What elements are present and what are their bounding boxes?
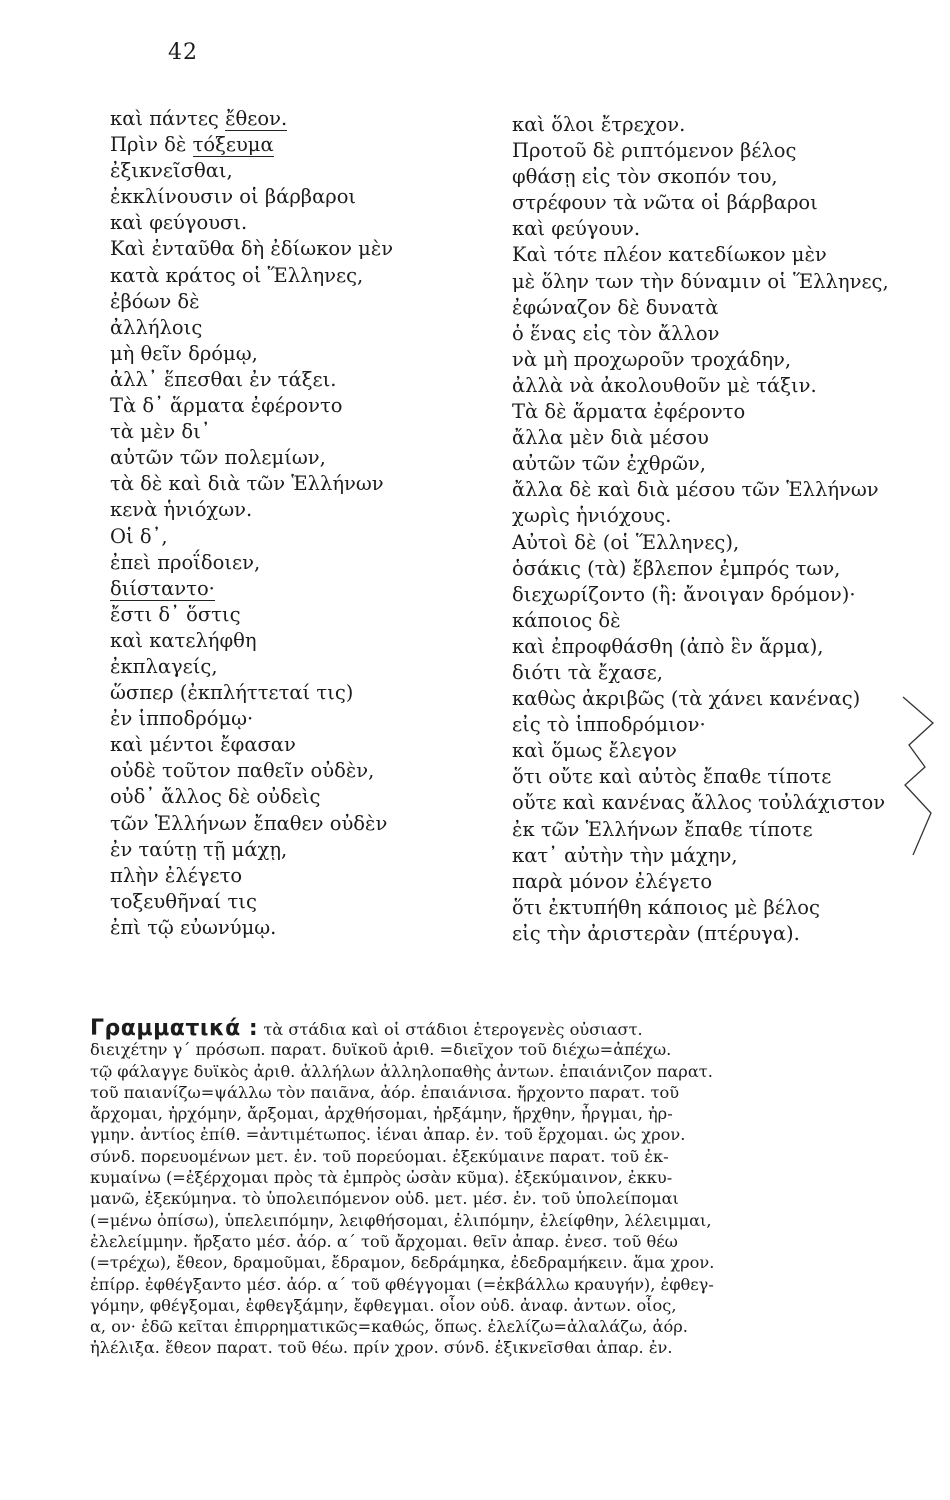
grammar-line: (=μένω ὀπίσω), ὑπελειπόμην, λειφθήσομαι, ἐλιπόμην, ἐλείφθην, λέλειμμαι, (90, 1210, 712, 1230)
right-column-line: καθὼς ἀκριβῶς (τὰ χάνει κανένας) (512, 687, 861, 711)
left-column-line: ἀλλήλοις (110, 315, 203, 339)
right-column-line: ἄλλα μὲν διὰ μέσου (512, 426, 709, 450)
grammar-text: τὰ στάδια καὶ οἱ στάδιοι ἑτερογενὲς οὐσιαστ. (263, 1020, 643, 1039)
right-column-line: Προτοῦ δὲ ριπτόμενον βέλος (512, 139, 797, 163)
grammar-line: τῷ φάλαγγε δυϊκὸς ἀριθ. ἀλλήλων ἀλληλοπαθὴς ἀντων. ἐπαιάνιζον παρατ. (90, 1061, 713, 1081)
page-number: 42 (168, 40, 198, 65)
left-column-line: τῶν Ἑλλήνων ἔπαθεν οὐδὲν (110, 811, 388, 835)
grammar-line: γόμην, φθέγξομαι, ἐφθεγξάμην, ἔφθεγμαι. οἷον οὐδ. ἀναφ. ἀντων. οἷος, (90, 1295, 677, 1315)
left-column-line: καὶ κατελήφθη (110, 628, 257, 652)
left-column-line: Τὰ δ᾽ ἅρματα ἐφέροντο (110, 394, 343, 418)
right-column-line: καὶ ἐπροφθάσθη (ἀπὸ ἓν ἅρμα), (512, 634, 824, 658)
right-column-line: ἄλλα δὲ καὶ διὰ μέσου τῶν Ἑλλήνων (512, 478, 879, 502)
right-column-line: εἰς τὴν ἀριστερὰν (πτέρυγα). (512, 921, 800, 945)
left-column-line: οὐδ᾽ ἄλλος δὲ οὐδεὶς (110, 785, 321, 809)
left-column-line: ἐπὶ τῷ εὐωνύμῳ. (110, 915, 277, 939)
right-column-line: καὶ ὅλοι ἔτρεχον. (512, 113, 686, 136)
right-column-line: Αὐτοὶ δὲ (οἱ Ἕλληνες), (512, 530, 740, 554)
right-column-line: Καὶ τότε πλέον κατεδίωκον μὲν (512, 243, 827, 267)
grammar-heading: Γραμματικά : (90, 1016, 259, 1041)
grammar-line-first (90, 1018, 915, 1039)
left-column-text (110, 106, 490, 941)
left-column-line: καὶ μέντοι ἔφασαν (110, 733, 296, 757)
left-column-line: ὥσπερ (ἐκπλήττεταί τις) (110, 681, 354, 705)
right-column-line: ἐκ τῶν Ἑλλήνων ἔπαθε τίποτε (512, 817, 813, 841)
right-column-line: ἐφώναζον δὲ δυνατὰ (512, 295, 719, 319)
left-column-line: οὐδὲ τοῦτον παθεῖν οὐδὲν, (110, 759, 375, 783)
left-column-line: ἐξικνεῖσθαι, (110, 159, 233, 183)
right-column-line: καὶ ὅμως ἔλεγον (512, 739, 677, 763)
grammar-line: ἠλέλιξα. ἔθεον παρατ. τοῦ θέω. πρίν χρον. σύνδ. ἐξικνεῖσθαι ἀπαρ. ἐν. (90, 1338, 673, 1358)
left-column-line: Πρὶν δὲ τόξευμα (110, 133, 274, 157)
left-column-line: καὶ φεύγουσι. (110, 211, 248, 235)
grammar-notes (90, 1018, 915, 1359)
right-column-line: στρέφουν τὰ νῶτα οἱ βάρβαροι (512, 191, 818, 215)
right-column-line: ὅτι ἐκτυπήθη κάποιος μὲ βέλος (512, 895, 820, 919)
right-column-line: μὲ ὅλην των τὴν δύναμιν οἱ Ἕλληνες, (512, 269, 889, 293)
left-column-line: τὰ μὲν δι᾽ (110, 420, 211, 444)
right-column-line: φθάσῃ εἰς τὸν σκοπόν του, (512, 165, 778, 189)
right-column-line: χωρὶς ἡνιόχους. (512, 504, 672, 528)
grammar-line: διειχέτην γ΄ πρόσωπ. παρατ. δυϊκοῦ ἀριθ. =διεῖχον τοῦ διέχω=ἀπέχω. (90, 1040, 672, 1060)
right-column-line: καὶ φεύγουν. (512, 217, 641, 241)
left-column-line: διίσταντο· (110, 576, 215, 600)
grammar-line: (=τρέχω), ἔθεον, δραμοῦμαι, ἔδραμον, δεδράμηκα, ἐδεδραμήκειν. ἅμα χρον. (90, 1253, 715, 1273)
right-column-line: εἰς τὸ ἱπποδρόμιον· (512, 713, 706, 737)
left-column-line: ἔστι δ᾽ ὅστις (110, 602, 241, 626)
grammar-line: μανῶ, ἐξεκύμηνα. τὸ ὑπολειπόμενον οὐδ. μετ. μέσ. ἐν. τοῦ ὑπολείπομαι (90, 1189, 679, 1209)
left-column-line: τοξευθῆναί τις (110, 889, 257, 913)
left-column-line: καὶ πάντες ἔθεον. (110, 107, 288, 130)
right-column-line: ὁσάκις (τὰ) ἔβλεπον ἐμπρός των, (512, 556, 841, 580)
right-column-line: διεχωρίζοντο (ἢ: ἄνοιγαν δρόμον)· (512, 582, 856, 606)
left-column-line: ἐκπλαγείς, (110, 654, 218, 678)
grammar-line: κυμαίνω (=ἐξέρχομαι πρὸς τὰ ἐμπρὸς ὡσὰν κῦμα). ἐξεκύμαινον, ἐκκυ- (90, 1168, 673, 1188)
left-column-line: Καὶ ἐνταῦθα δὴ ἐδίωκον μὲν (110, 237, 394, 261)
grammar-line: σύνδ. πορευομένων μετ. ἐν. τοῦ πορεύομαι. ἐξεκύμαινε παρατ. τοῦ ἐκ- (90, 1146, 669, 1166)
right-column-line: Τὰ δὲ ἅρματα ἐφέροντο (512, 400, 746, 424)
left-column-line: ἐβόων δὲ (110, 289, 200, 313)
grammar-line: γμην. ἀντίος ἐπίθ. =ἀντιμέτωπος. ἰέναι ἀπαρ. ἐν. τοῦ ἔρχομαι. ὡς χρον. (90, 1125, 686, 1145)
grammar-line: ἐπίρρ. ἐφθέγξαντο μέσ. ἀόρ. α΄ τοῦ φθέγγομαι (=ἐκβάλλω κραυγήν), ἐφθεγ- (90, 1274, 714, 1294)
grammar-line: ἐλελείμμην. ἤρξατο μέσ. ἀόρ. α΄ τοῦ ἄρχομαι. θεῖν ἀπαρ. ἐνεσ. τοῦ θέω (90, 1231, 678, 1251)
left-column-line: αὐτῶν τῶν πολεμίων, (110, 446, 326, 470)
grammar-line: τοῦ παιανίζω=ψάλλω τὸν παιᾶνα, ἀόρ. ἐπαιάνισα. ἤρχοντο παρατ. τοῦ (90, 1082, 680, 1102)
right-column-line: κατ᾽ αὐτὴν τὴν μάχην, (512, 843, 738, 867)
margin-bracket-mark (895, 695, 945, 865)
left-column-line: ἐκκλίνουσιν οἱ βάρβαροι (110, 185, 357, 209)
right-column-line: αὐτῶν τῶν ἐχθρῶν, (512, 452, 706, 476)
left-column-line: Οἱ δ᾽, (110, 524, 168, 548)
left-column-line: πλὴν ἐλέγετο (110, 863, 243, 887)
left-column-line: τὰ δὲ καὶ διὰ τῶν Ἑλλήνων (110, 472, 384, 496)
left-column-line: ἐν ἱπποδρόμῳ· (110, 707, 254, 731)
left-column-line: ἀλλ᾽ ἕπεσθαι ἐν τάξει. (110, 367, 337, 391)
right-column-line: διότι τὰ ἔχασε, (512, 660, 663, 684)
right-column-text (512, 112, 942, 947)
left-column-line: κενὰ ἡνιόχων. (110, 498, 253, 522)
right-column-line: ὁ ἕνας εἰς τὸν ἄλλον (512, 321, 720, 345)
left-column-line: κατὰ κράτος οἱ Ἕλληνες, (110, 263, 364, 287)
grammar-line: α, ον· ἐδῶ κεῖται ἐπιρρηματικῶς=καθώς, ὅπως. ἐλελίζω=ἀλαλάζω, ἀόρ. (90, 1317, 688, 1337)
right-column-line: οὔτε καὶ κανένας ἄλλος τοὐλάχιστον (512, 791, 886, 815)
left-column-line: ἐν ταύτῃ τῇ μάχῃ, (110, 837, 288, 861)
left-column-line: ἐπεὶ προΐδοιεν, (110, 550, 261, 574)
left-column-line: μὴ θεῖν δρόμῳ, (110, 341, 258, 365)
grammar-line: ἄρχομαι, ἠρχόμην, ἄρξομαι, ἀρχθήσομαι, ἠρξάμην, ἤρχθην, ἦργμαι, ἠρ- (90, 1104, 673, 1124)
right-column-line: ἀλλὰ νὰ ἀκολουθοῦν μὲ τάξιν. (512, 373, 817, 397)
right-column-line: παρὰ μόνον ἐλέγετο (512, 869, 713, 893)
right-column-line: κάποιος δὲ (512, 608, 621, 632)
right-column-line: ὅτι οὔτε καὶ αὐτὸς ἔπαθε τίποτε (512, 765, 832, 789)
right-column-line: νὰ μὴ προχωροῦν τροχάδην, (512, 347, 792, 371)
